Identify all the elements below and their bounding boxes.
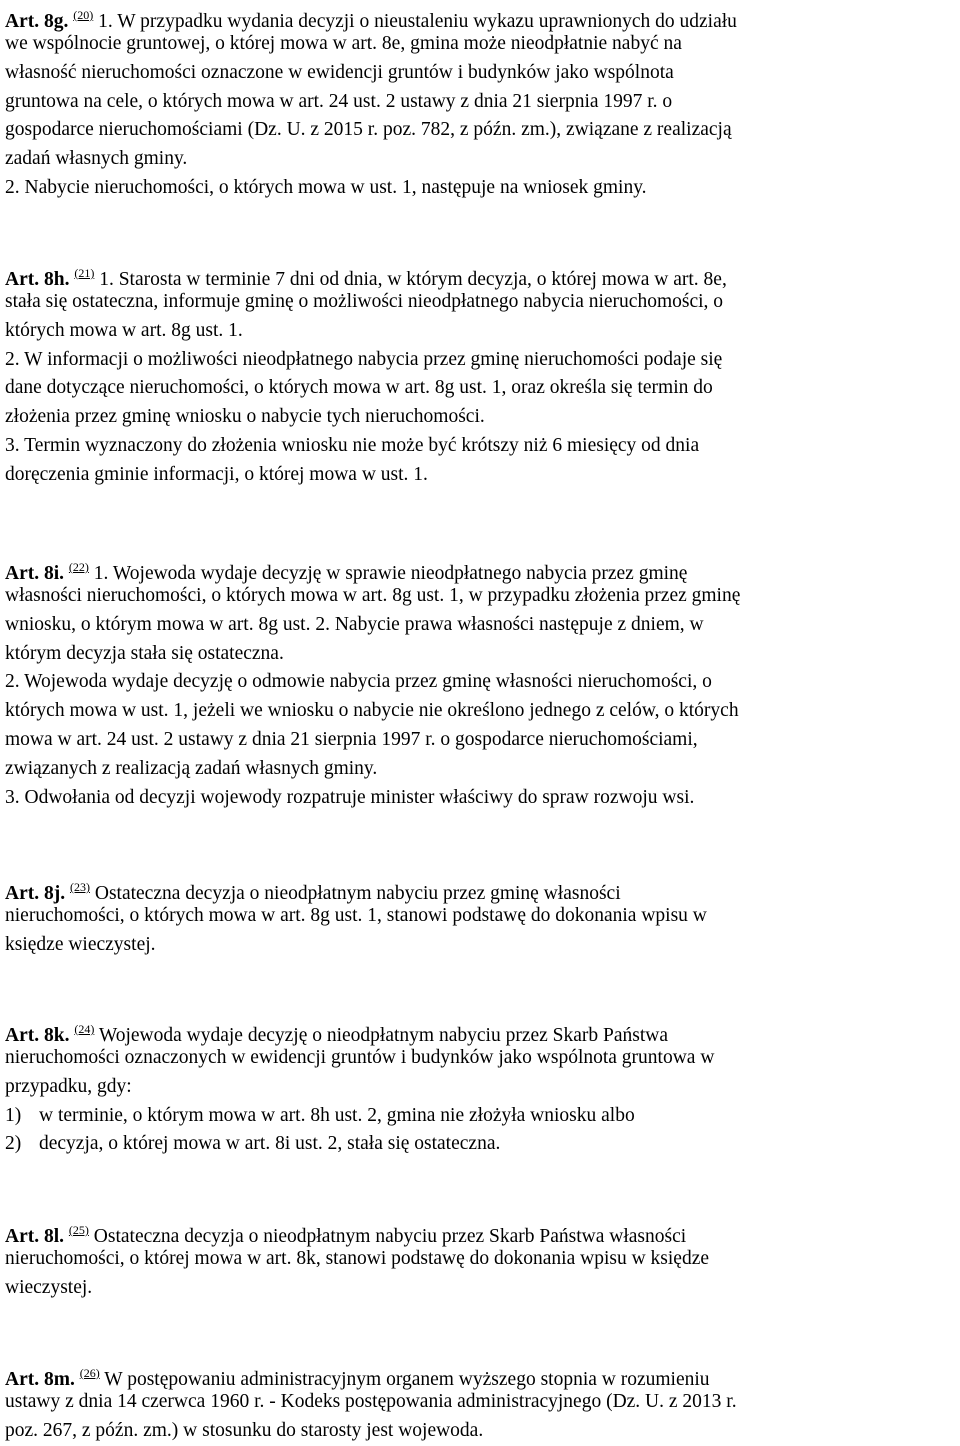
article-number: Art. 8h. [5, 269, 70, 290]
list-item-number: 1) [5, 1104, 22, 1126]
article-text-line: wieczystej. [5, 1276, 93, 1298]
article-text-line: księdze wieczystej. [5, 933, 156, 955]
article-text-line: własność nieruchomości oznaczone w ewidencji gruntów i budynków jako wspólnota [5, 61, 674, 83]
footnote-link[interactable]: (21) [74, 266, 95, 280]
article-8m [5, 1358, 955, 1446]
footnote-link[interactable]: (25) [68, 1223, 89, 1237]
article-first-line [5, 1014, 955, 1044]
article-number: Art. 8m. [5, 1369, 75, 1390]
article-text-line: zadań własnych gminy. [5, 148, 188, 170]
article-number: Art. 8g. [5, 11, 69, 32]
article-text-line: których mowa w ust. 1, jeżeli we wniosku o nabycie nie określono jednego z celów, o których [5, 700, 739, 722]
article-8g [5, 0, 955, 203]
article-text-line: nieruchomości, o której mowa w art. 8k, stanowi podstawę do dokonania wpisu w księdze [5, 1248, 710, 1269]
article-8h [5, 258, 955, 490]
article-text-line[interactable]: mowa w art. 24 ust. 2 ustawy z dnia 21 sierpnia 1997 r. o gospodarce nieruchomościami, [5, 728, 698, 750]
article-text-line: stała się ostateczna, informuje gminę o możliwości nieodpłatnego nabycia nieruchomości, o [5, 291, 724, 312]
article-first-line [5, 258, 955, 288]
article-8j [5, 872, 955, 960]
article-text-line: 1. Starosta w terminie 7 dni od dnia, w którym decyzja, o której mowa w art. 8e, [99, 269, 727, 290]
list-item-number: 2) [5, 1133, 22, 1155]
footnote-link[interactable]: (26) [79, 1366, 100, 1380]
article-text-line: poz. 267, z późn. zm.) w stosunku do starosty jest wojewoda. [5, 1419, 484, 1441]
article-first-line [5, 0, 955, 30]
article-8l [5, 1215, 955, 1303]
footnote-link[interactable]: (20) [73, 8, 94, 22]
footnote-link[interactable]: (22) [68, 560, 89, 574]
article-text-line: dane dotyczące nieruchomości, o których mowa w art. 8g ust. 1, oraz określa się termin do [5, 377, 713, 399]
article-text-line: Ostateczna decyzja o nieodpłatnym nabyciu przez Skarb Państwa własności [93, 1226, 687, 1247]
article-text-line: 3. Odwołania od decyzji wojewody rozpatruje minister właściwy do spraw rozwoju wsi. [5, 786, 695, 808]
article-8i [5, 552, 955, 812]
article-text-line: gospodarce nieruchomościami (Dz. U. z 2015 r. poz. 782, z późn. zm.), związane z realizacją [5, 119, 732, 141]
article-text-line: 1. W przypadku wydania decyzji o nieustaleniu wykazu uprawnionych do udziału [98, 11, 737, 32]
article-text-line: związanych z realizacją zadań własnych gminy. [5, 757, 378, 779]
article-text-line: we wspólnocie gruntowej, o której mowa w art. 8e, gmina może nieodpłatnie nabyć na [5, 33, 682, 54]
article-text-line: Ostateczna decyzja o nieodpłatnym nabyciu przez gminę własności [94, 883, 621, 904]
list-item [5, 1102, 955, 1131]
article-first-line [5, 872, 955, 902]
article-text-line: 1. Wojewoda wydaje decyzję w sprawie nieodpłatnego nabycia przez gminę [93, 563, 688, 584]
article-text-line: 2. W informacji o możliwości nieodpłatnego nabycia przez gminę nieruchomości podaje się [5, 348, 723, 370]
article-text-line[interactable]: ustawy z dnia 14 czerwca 1960 r. - Kodeks postępowania administracyjnego (Dz. U. z 2013 r. [5, 1391, 737, 1412]
list-item [5, 1130, 955, 1159]
list-item-text: w terminie, o którym mowa w art. 8h ust. 2, gmina nie złożyła wniosku albo [39, 1104, 635, 1126]
article-text-line: nieruchomości oznaczonych w ewidencji gruntów i budynków jako wspólnota gruntowa w [5, 1047, 715, 1068]
article-text-line: 2. Wojewoda wydaje decyzję o odmowie nabycia przez gminę własności nieruchomości, o [5, 671, 712, 693]
article-text-line: Wojewoda wydaje decyzję o nieodpłatnym nabyciu przez Skarb Państwa [98, 1025, 669, 1046]
article-text-line: własności nieruchomości, o których mowa w art. 8g ust. 1, w przypadku złożenia przez gminę [5, 585, 741, 606]
article-first-line [5, 1358, 955, 1388]
list-item-text: decyzja, o której mowa w art. 8i ust. 2, stała się ostateczna. [39, 1133, 501, 1155]
article-text-line: których mowa w art. 8g ust. 1. [5, 319, 243, 341]
article-text-line: 2. Nabycie nieruchomości, o których mowa w ust. 1, następuje na wniosek gminy. [5, 176, 647, 198]
article-number: Art. 8l. [5, 1226, 65, 1247]
article-text-line: doręczenia gminie informacji, o której mowa w ust. 1. [5, 463, 428, 485]
article-number: Art. 8j. [5, 883, 66, 904]
article-text-line: wniosku, o którym mowa w art. 8g ust. 2. Nabycie prawa własności następuje z dniem, w [5, 613, 704, 635]
article-first-line [5, 552, 955, 582]
article-text-line: którym decyzja stała się ostateczna. [5, 642, 284, 664]
footnote-link[interactable]: (24) [74, 1022, 95, 1036]
article-text-line: złożenia przez gminę wniosku o nabycie tych nieruchomości. [5, 406, 485, 428]
article-text-line: 3. Termin wyznaczony do złożenia wniosku nie może być krótszy niż 6 miesięcy od dnia [5, 434, 700, 456]
article-text-line: W postępowaniu administracyjnym organem wyższego stopnia w rozumieniu [104, 1369, 710, 1390]
article-text-line: nieruchomości, o których mowa w art. 8g ust. 1, stanowi podstawę do dokonania wpisu w [5, 905, 707, 926]
article-text-line: gruntowa na cele, o których mowa w art. 24 ust. 2 ustawy z dnia 21 sierpnia 1997 r. o [5, 90, 673, 112]
article-first-line [5, 1215, 955, 1245]
article-text-line: przypadku, gdy: [5, 1075, 132, 1097]
footnote-link[interactable]: (23) [69, 880, 90, 894]
article-8k [5, 1014, 955, 1159]
article-number: Art. 8k. [5, 1025, 70, 1046]
article-number: Art. 8i. [5, 563, 65, 584]
